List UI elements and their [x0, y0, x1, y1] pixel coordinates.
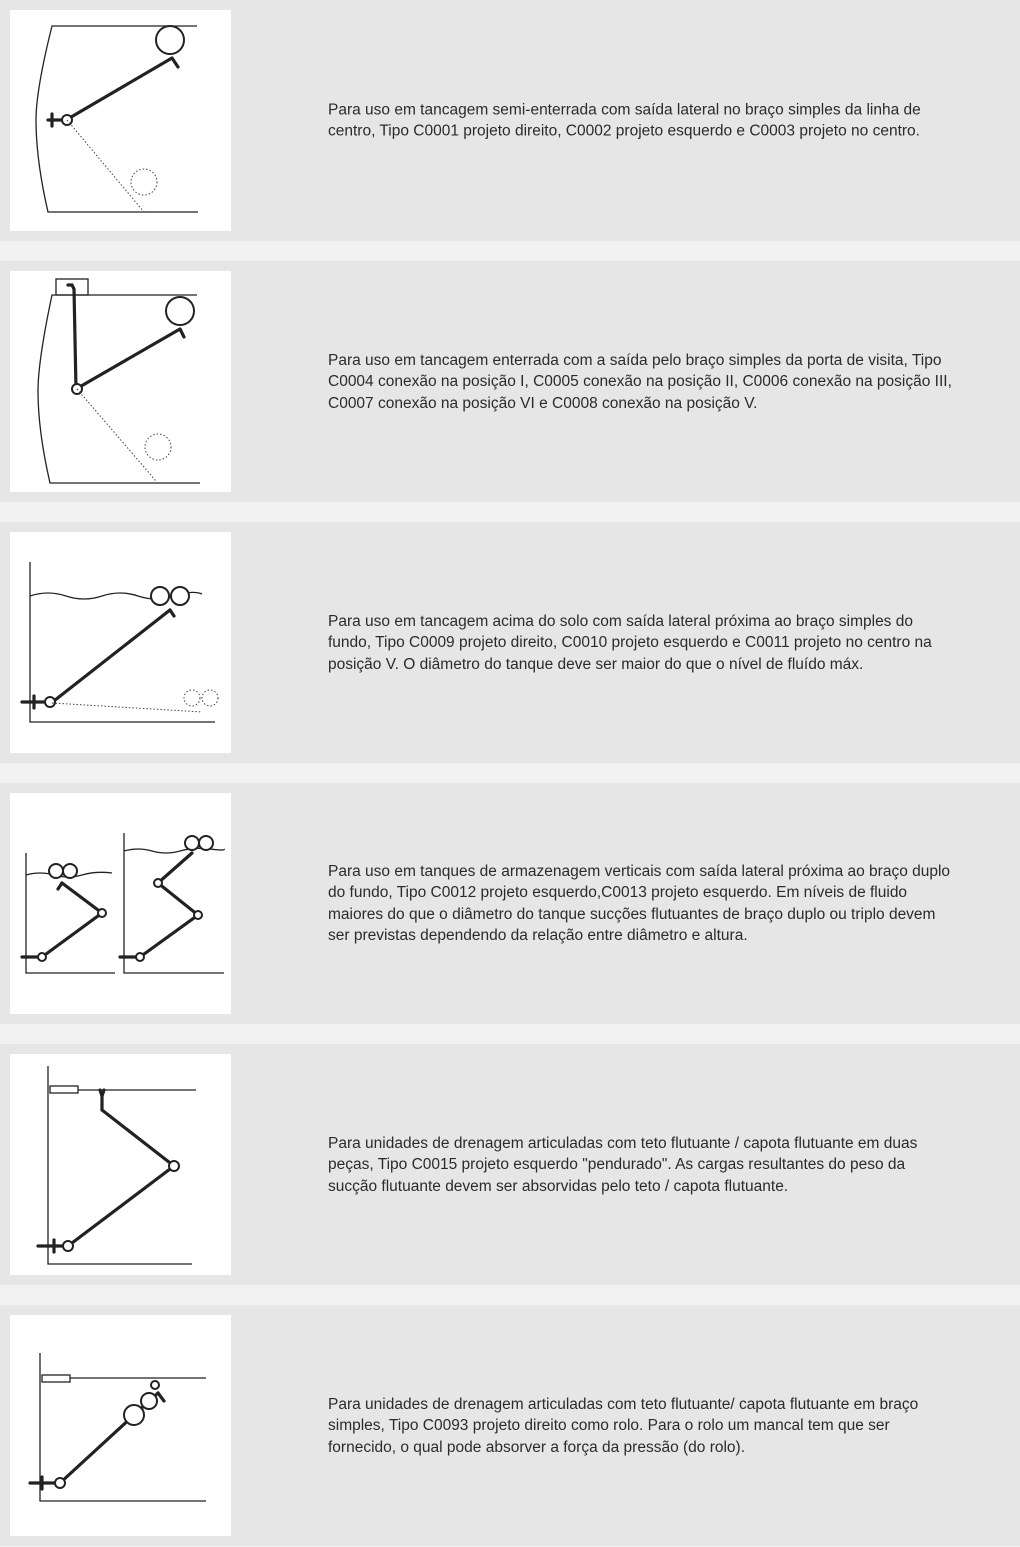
list-item	[0, 1305, 1020, 1546]
list-item	[0, 522, 1020, 763]
list-item	[0, 1044, 1020, 1285]
row-description: Para uso em tancagem acima do solo com saída lateral próxima ao braço simples do fundo, Tipo C0009 projeto direito, C0010 projeto esquerdo e C0011 projeto no centro na posição V. O diâmetro do tanque deve ser maior do que o nível de fluído máx.	[328, 612, 932, 673]
buried-tank-manhole-diagram	[10, 271, 231, 492]
diagram-buried-tank-manhole	[10, 271, 231, 492]
above-ground-tank-diagram	[10, 532, 231, 753]
list-item	[0, 783, 1020, 1024]
row-description: Para unidades de drenagem articuladas com teto flutuante/ capota flutuante em braço simples, Tipo C0093 projeto direito como rolo. Para o rolo um mancal tem que ser fornecido, o qual pode absorver a força da pressão (do rolo).	[328, 1395, 919, 1456]
row-description: Para uso em tanques de armazenagem verticais com saída lateral próxima ao braço duplo do fundo, Tipo C0012 projeto esquerdo,C0013 projeto esquerdo. Em níveis de fluido maiores do que o diâmetro do tanque sucções flutuantes de braço duplo ou triplo devem ser previstas dependendo da relação entre diâmetro e altura.	[328, 862, 951, 944]
floating-roof-roller-diagram	[10, 1315, 231, 1536]
row-description: Para unidades de drenagem articuladas com teto flutuante / capota flutuante em duas peças, Tipo C0015 projeto esquerdo "pendurado". As cargas resultantes do peso da sucção flutuante devem ser absorvidas pelo teto / capota flutuante.	[328, 1134, 918, 1195]
diagram-floating-roof-two-piece	[10, 1054, 231, 1275]
row-description: Para uso em tancagem enterrada com a saída pelo braço simples da porta de visita, Tipo C0004 conexão na posição I, C0005 conexão na posição II, C0006 conexão na posição III, C0007 conexão na posição VI e C0008 conexão na posição V.	[328, 351, 952, 412]
diagram-floating-roof-roller	[10, 1315, 231, 1536]
diagram-semi-buried-tank	[10, 10, 231, 231]
vertical-storage-tanks-diagram	[10, 793, 231, 1014]
semi-buried-tank-diagram	[10, 10, 231, 231]
row-description: Para uso em tancagem semi-enterrada com saída lateral no braço simples da linha de centro, Tipo C0001 projeto direito, C0002 projeto esquerdo e C0003 projeto no centro.	[328, 101, 921, 140]
list-item	[0, 0, 1020, 241]
floating-roof-two-piece-diagram	[10, 1054, 231, 1275]
diagram-vertical-storage-tanks	[10, 793, 231, 1014]
list-item	[0, 261, 1020, 502]
diagram-above-ground-tank	[10, 532, 231, 753]
